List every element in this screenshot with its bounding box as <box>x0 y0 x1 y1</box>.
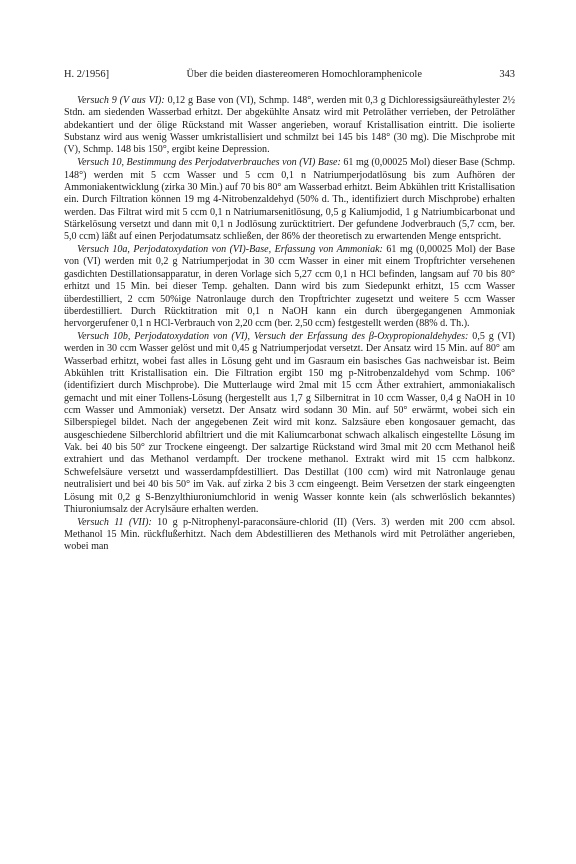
paragraph-text: 0,5 g (VI) werden in 30 ccm Wasser gelöst und mit 0,45 g Natriumperjodat versetzt. Der Ansatz wird 15 Min. auf 80° am Wasserbad erhitzt, wobei fast alles in Lösung geht und im Gasraum ein basisches Gas nachweisbar ist. Beim Abkühlen tritt Kristallisation ein. Die Filtration ergibt 150 mg p-Nitrobenzaldehyd vom Schmp. 106° (identifiziert durch Mischprobe). Die Mutterlauge wird 2mal mit 15 ccm Äther extrahiert, ammoniakalisch gemacht und mit einer Tollens-Lösung (hergestellt aus 1,7 g Silbernitrat in 10 ccm Wasser, 0,4 g NaOH in 10 ccm Wasser und Ammoniak) versetzt. Der Ansatz wird sodann 30 Min. auf 50° erwärmt, wobei sich ein Silberspiegel bildet. Nach der angegebenen Zeit wird mit konz. Salzsäure eben kongosauer gemacht, das ausgeschiedene Silberchlorid abfiltriert und die mit Kaliumcarbonat schwach alkalisch eingestellte Lösung im Vak. bei 40 bis 50° zur Trockene eingeengt. Der salzartige Rückstand wird 3mal mit 20 ccm Methanol heiß extrahiert und das Methanol verdampft. Der trockene methanol. Extrakt wird mit 15 ccm halbkonz. Schwefelsäure versetzt und wasserdampfdestilliert. Das Destillat (100 ccm) wird mit Natronlauge genau neutralisiert und bei 40 bis 50° im Vak. auf zirka 2 bis 3 ccm eingeengt. Beim Versetzen der stark eingeengten Lösung mit 0,2 g S-Benzylthiuroniumchlorid in wenig Wasser konnte kein (als schwerlöslich bekanntes) Thiuroniumsalz der Acrylsäure erhalten werden. <box>64 331 515 515</box>
paragraph-text: 0,12 g Base von (VI), Schmp. 148°, werden mit 0,3 g Dichloressigsäureäthylester 2½ Stdn. am siedenden Wasserbad erhitzt. Der abgekühlte Ansatz wird mit Petroläther verrieben, der Petroläther abdekantiert und der ölige Rückstand mit Wasser angerieben, worauf Kristallisation eintritt. Die isolierte Substanz wird aus wenig Wasser umkristallisiert und schmilzt bei 145 bis 148° (30 mg). Die Mischprobe mit (V), Schmp. 148 bis 150°, ergibt keine Depression. <box>64 95 516 156</box>
running-header <box>64 68 515 81</box>
page <box>64 68 515 554</box>
body-text <box>64 95 515 554</box>
paragraph-versuch-10 <box>64 157 515 243</box>
paragraph-versuch-10a <box>64 244 515 330</box>
paragraph-versuch-9 <box>64 95 515 157</box>
header-left: H. 2/1956] <box>64 69 110 80</box>
paragraph-versuch-10b <box>64 331 515 516</box>
paragraph-label: Versuch 10a, Perjodatoxydation von (VI)-Base, Erfassung von Ammoniak: <box>77 244 383 256</box>
page-number: 343 <box>499 69 515 80</box>
header-title: Über die beiden diastereomeren Homochloramphenicole <box>186 69 422 80</box>
paragraph-label: Versuch 9 (V aus VI): <box>77 95 165 106</box>
paragraph-text: 61 mg (0,00025 Mol) der Base von (VI) werden mit 0,2 g Natriumperjodat in 30 ccm Wasser in einer mit einem Tropftrichter versehenen gasdichten Destillationsapparatur, in deren Vorlage sich 5,27 ccm 0,1 n HCl befinden, langsam auf 70 bis 80° erhitzt und 15 Min. bei dieser Temp. gehalten. Dann wird bis zum Siedepunkt erhitzt, 15 ccm Wasser überdestilliert, 2 ccm 50%ige Natronlauge durch den Tropftrichter zugesetzt und weitere 5 ccm Wasser überdestilliert. Durch Rücktitration mit 0,1 n NaOH kann ein durch übergegangenen Ammoniak hervorgerufener 0,1 n HCl-Verbrauch von 2,20 ccm (ber. 2,50 ccm) festgestellt werden (88% d. Th.). <box>64 244 515 330</box>
paragraph-label: Versuch 10, Bestimmung des Perjodatverbrauches von (VI) Base: <box>77 157 341 169</box>
paragraph-label: Versuch 11 (VII): <box>77 516 152 528</box>
paragraph-label: Versuch 10b, Perjodatoxydation von (VI), Versuch der Erfassung des β-Oxypropionaldehydes: <box>77 331 469 343</box>
paragraph-versuch-11 <box>64 517 515 554</box>
paragraph-text: 61 mg (0,00025 Mol) dieser Base (Schmp. 148°) werden mit 5 ccm Wasser und 5 ccm 0,1 n Natriumperjodatlösung bis zum Aufhören der Ammoniakentwicklung (zirka 30 Min.) auf 70 bis 80° am Wasserbad erhitzt. Beim Abkühlen tritt Kristallisation ein. Durch Filtration können 19 mg 4-Nitrobenzaldehyd (50% d. Th., identifiziert durch Mischprobe) erhalten werden. Das Filtrat wird mit 5 ccm 0,1 n Natriumarsenitlösung, 0,5 g Kaliumjodid, 1 g Natriumbicarbonat und Stärkelösung versetzt und dann mit 0,1 n Jodlösung zurücktitriert. Der gefundene Jodverbrauch (5,7 ccm, ber. 5,0 ccm) läßt auf einen Perjodatumsatz schließen, der 86% der theoretisch zu erwartenden Menge entspricht. <box>64 157 516 243</box>
paragraph-text: 10 g p-Nitrophenyl-paraconsäure-chlorid (II) (Vers. 3) werden mit 200 ccm absol. Methanol 15 Min. rückflußerhitzt. Nach dem Abdestillieren des Methanols wird mit Petroläther angerieben, wobei man <box>64 516 516 553</box>
